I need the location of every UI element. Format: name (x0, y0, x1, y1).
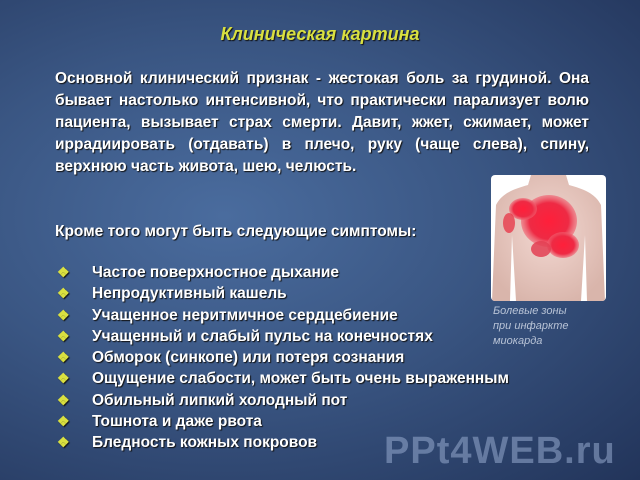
list-item-text: Учащенное неритмичное сердцебиение (92, 306, 398, 324)
list-item-text: Учащенный и слабый пульс на конечностях (92, 327, 433, 345)
list-item-text: Обморок (синкопе) или потеря сознания (92, 349, 405, 367)
list-item (57, 305, 509, 326)
list-item-text: Обильный липкий холодный пот (92, 391, 348, 409)
epigastric-pain-zone (531, 241, 551, 257)
diamond-cluster-icon: ❖ (57, 285, 70, 302)
main-paragraph: Основной клинический признак - жестокая боль за грудиной. Она бывает настолько интенсивной, что практически парализует волю пациента, вызывает страх смерти. Давит, жжет, сжимает, может иррадиировать (отдавать) в плечо, руку (чаще слева), спину, верхнюю часть живота, шею, челюсть. (55, 70, 589, 175)
diamond-cluster-icon: ❖ (57, 264, 70, 280)
list-item (57, 326, 509, 347)
upper-abdomen-pain-zone (547, 232, 579, 258)
caption-line: при инфаркте (493, 320, 569, 332)
list-item-text: Непродуктивный кашель (92, 285, 287, 303)
slide-title: Клиническая картина (220, 24, 420, 44)
list-item-text: Частое поверхностное дыхание (92, 264, 339, 281)
list-item-text: Тошнота и даже рвота (92, 413, 262, 431)
list-item-text: Бледность кожных покровов (92, 434, 318, 452)
list-item (57, 390, 509, 411)
symptoms-heading: Кроме того могут быть следующие симптомы: (55, 223, 417, 240)
diamond-cluster-icon: ❖ (57, 327, 70, 344)
diamond-cluster-icon: ❖ (57, 306, 70, 323)
caption-line: миокарда (493, 335, 543, 347)
torso-illustration (491, 175, 606, 301)
pain-zones-image (491, 175, 606, 301)
diamond-cluster-icon: ❖ (57, 434, 70, 451)
caption-line: Болевые зоны (493, 305, 567, 317)
list-item (57, 368, 509, 389)
image-caption (493, 304, 603, 349)
list-item-text: Ощущение слабости, может быть очень выраженным (92, 370, 509, 388)
watermark: PPt4WEB.ru (384, 430, 616, 472)
diamond-cluster-icon: ❖ (57, 349, 70, 366)
list-item (57, 262, 509, 283)
diamond-cluster-icon: ❖ (57, 370, 70, 387)
list-item (57, 283, 509, 304)
arm-pain-zone (503, 213, 515, 233)
symptoms-list (57, 262, 509, 454)
diamond-cluster-icon: ❖ (57, 391, 70, 408)
list-item (57, 347, 509, 368)
diamond-cluster-icon: ❖ (57, 413, 70, 430)
